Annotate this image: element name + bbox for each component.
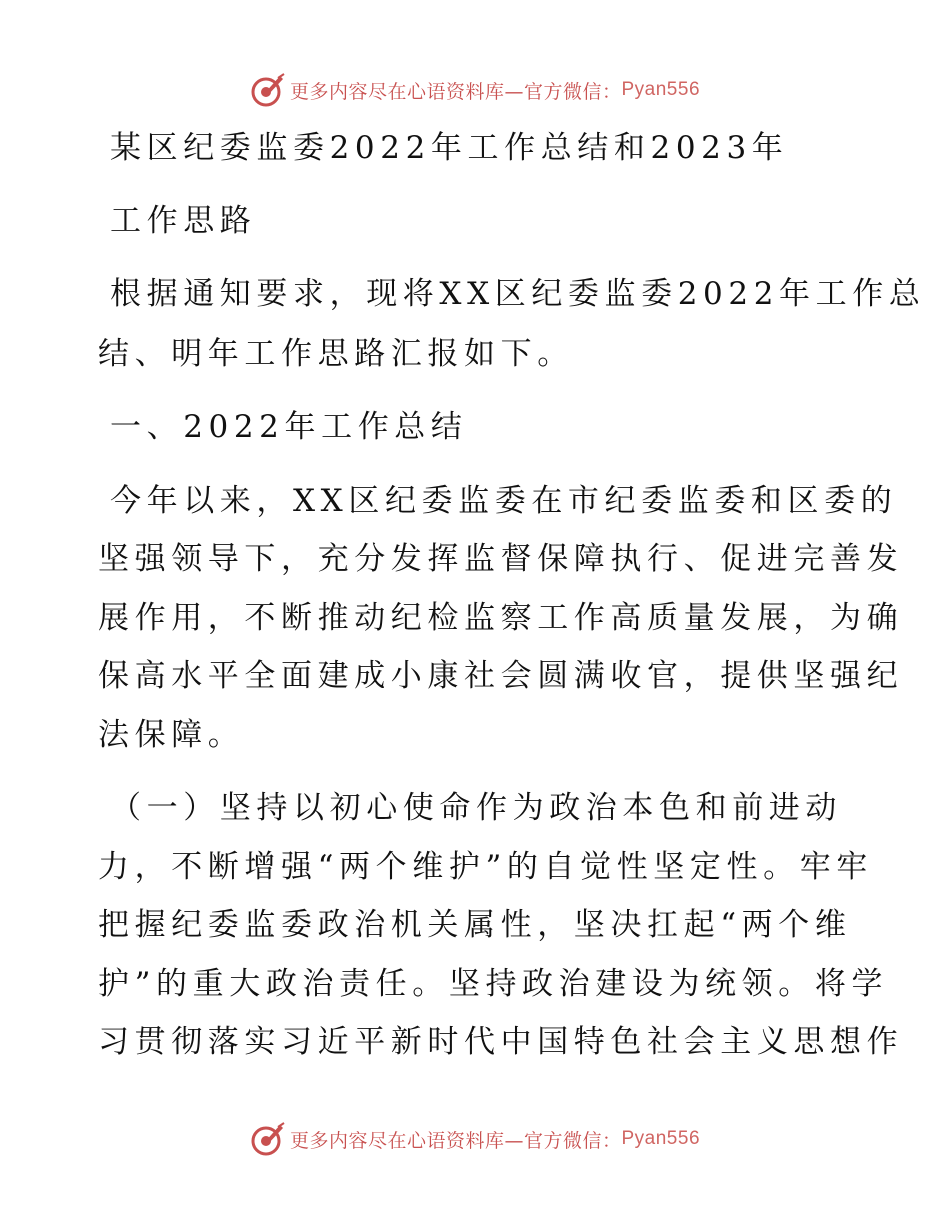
quill-logo-icon xyxy=(250,72,286,108)
paragraph-line: 结、明年工作思路汇报如下。 xyxy=(98,336,574,372)
paragraph-line: 根据通知要求，现将XX区纪委监委2022年工作总 xyxy=(110,276,926,312)
watermark-text: 更多内容尽在心语资料库—官方微信： xyxy=(289,80,622,103)
section-heading: 一、2022年工作总结 xyxy=(110,409,468,445)
paragraph-line: 坚强领导下，充分发挥监督保障执行、促进完善发 xyxy=(98,541,904,577)
paragraph-line: 法保障。 xyxy=(98,717,245,753)
paragraph-line: 保高水平全面建成小康社会圆满收官，提供坚强纪 xyxy=(98,658,904,694)
paragraph-line: 展作用，不断推动纪检监察工作高质量发展，为确 xyxy=(98,600,904,636)
quill-logo-icon xyxy=(250,1121,286,1157)
watermark-banner-bottom xyxy=(0,1119,950,1159)
subsection-heading: （一）坚持以初心使命作为政治本色和前进动 xyxy=(110,790,842,826)
watermark-banner-top xyxy=(0,70,950,110)
watermark-text: 更多内容尽在心语资料库—官方微信： xyxy=(289,1129,622,1152)
paragraph-line: 习贯彻落实习近平新时代中国特色社会主义思想作 xyxy=(98,1024,904,1060)
watermark-wechat-id: Pyan556 xyxy=(621,1128,701,1149)
document-title-line-1: 某区纪委监委2022年工作总结和2023年 xyxy=(110,130,789,166)
paragraph-line: 今年以来，XX区纪委监委在市纪委监委和区委的 xyxy=(110,483,898,519)
paragraph-line: 力，不断增强“两个维护”的自觉性坚定性。牢牢 xyxy=(98,849,873,885)
watermark-wechat-id: Pyan556 xyxy=(621,79,701,100)
paragraph-line: 护”的重大政治责任。坚持政治建设为统领。将学 xyxy=(98,966,889,1002)
document-title-line-2: 工作思路 xyxy=(110,203,257,239)
paragraph-line: 把握纪委监委政治机关属性，坚决扛起“两个维 xyxy=(98,907,852,943)
